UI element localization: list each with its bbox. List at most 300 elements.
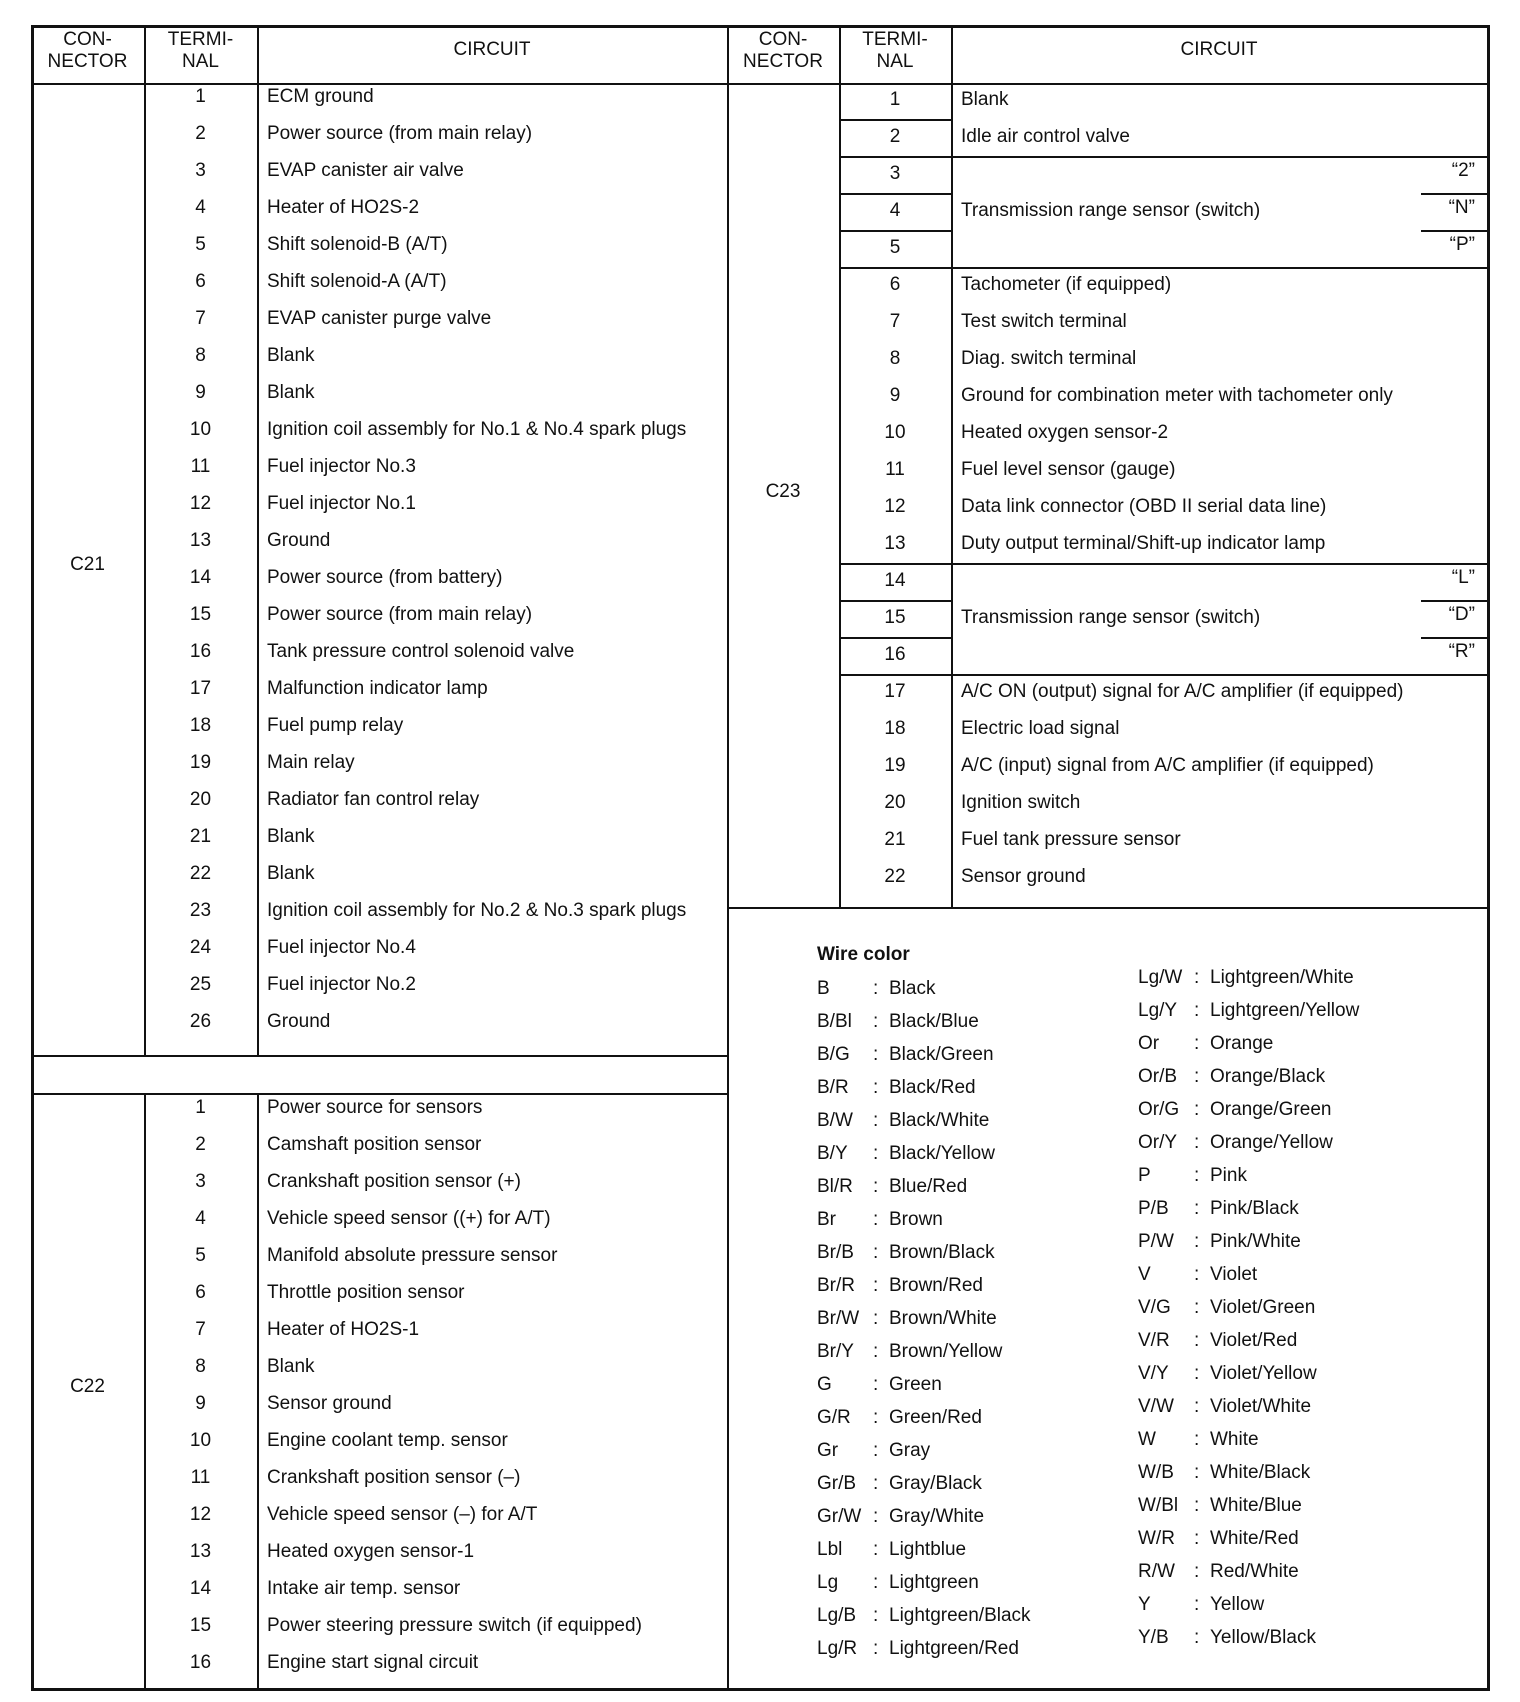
wire-color-entry	[817, 1275, 983, 1297]
circuit-description: Blank	[267, 1356, 315, 1377]
circuit-description: Ignition switch	[961, 792, 1081, 813]
circuit-description: Duty output terminal/Shift-up indicator lamp	[961, 533, 1326, 554]
circuit-description: Fuel level sensor (gauge)	[961, 459, 1176, 480]
terminal-number: 3	[889, 163, 901, 184]
separator: :	[1194, 1627, 1200, 1648]
wire-color-title: Wire color	[817, 944, 910, 965]
wire-color-name: Violet/Yellow	[1210, 1363, 1317, 1384]
circuit-description: Data link connector (OBD II serial data line)	[961, 496, 1327, 517]
terminal-number: 10	[189, 1430, 212, 1451]
separator: :	[873, 1044, 879, 1065]
rule	[1421, 230, 1489, 232]
wire-color-name: Gray/Black	[889, 1473, 982, 1494]
separator: :	[873, 1374, 879, 1395]
wire-code: V/G	[1138, 1297, 1171, 1318]
wire-color-name: Lightgreen/White	[1210, 967, 1354, 988]
wire-color-entry	[817, 1638, 1019, 1660]
terminal-number: 1	[195, 1097, 206, 1118]
circuit-description: Engine start signal circuit	[267, 1652, 479, 1673]
terminal-number: 6	[195, 271, 206, 292]
terminal-number: 4	[889, 200, 901, 221]
wire-code: Br/W	[817, 1308, 860, 1329]
wire-color-name: Lightgreen/Yellow	[1210, 1000, 1360, 1021]
wire-color-entry	[1138, 1462, 1310, 1484]
separator: :	[1194, 967, 1200, 988]
terminal-number: 20	[884, 792, 906, 813]
gear-position-label: “D”	[1448, 604, 1475, 625]
wire-color-entry	[1138, 1429, 1259, 1451]
terminal-number: 10	[884, 422, 906, 443]
wire-code: G/R	[817, 1407, 851, 1428]
rule	[839, 193, 951, 195]
circuit-header: CIRCUIT	[453, 39, 531, 60]
terminal-number: 13	[884, 533, 906, 554]
wire-color-name: Gray/White	[889, 1506, 985, 1527]
terminal-number: 8	[195, 1356, 206, 1377]
rule	[839, 267, 1489, 269]
circuit-description: Fuel tank pressure sensor	[961, 829, 1181, 850]
separator: :	[873, 1539, 879, 1560]
circuit-description: ECM ground	[267, 86, 374, 107]
wire-color-name: Green	[889, 1374, 942, 1395]
rule	[31, 1093, 727, 1095]
wire-color-entry	[817, 1407, 982, 1429]
terminal-number: 15	[189, 604, 212, 625]
wire-color-entry	[1138, 1066, 1325, 1088]
terminal-number: 14	[189, 567, 212, 588]
wire-color-name: Violet	[1210, 1264, 1258, 1285]
terminal-number: 19	[884, 755, 906, 776]
rule	[839, 674, 1489, 676]
wire-code: Gr/B	[817, 1473, 857, 1494]
circuit-description: Fuel injector No.4	[267, 937, 416, 958]
separator: :	[1194, 1330, 1200, 1351]
separator: :	[873, 1440, 879, 1461]
wire-color-entry	[817, 1209, 943, 1231]
terminal-header: TERMI- NAL	[862, 29, 928, 72]
circuit-description: A/C (input) signal from A/C amplifier (if equipped)	[961, 755, 1374, 776]
wire-color-name: White/Black	[1210, 1462, 1311, 1483]
terminal-number: 5	[195, 234, 206, 255]
wire-code: Or/Y	[1138, 1132, 1178, 1153]
rule	[31, 83, 1489, 85]
separator: :	[1194, 1198, 1200, 1219]
rule	[31, 1055, 727, 1057]
terminal-number: 5	[889, 237, 901, 258]
terminal-number: 24	[189, 937, 212, 958]
wire-color-entry	[1138, 1396, 1311, 1418]
terminal-number: 17	[884, 681, 906, 702]
wire-code: B	[817, 978, 830, 999]
wire-code: Lg	[817, 1572, 839, 1593]
wire-code: Lbl	[817, 1539, 843, 1560]
circuit-description: Transmission range sensor (switch)	[961, 200, 1261, 221]
wire-code: Br	[817, 1209, 836, 1230]
wire-code: Gr	[817, 1440, 839, 1461]
circuit-description: Blank	[267, 382, 315, 403]
separator: :	[873, 1242, 879, 1263]
wire-color-entry	[1138, 1165, 1247, 1187]
wire-code: Gr/W	[817, 1506, 862, 1527]
circuit-description: Power source (from main relay)	[267, 604, 533, 625]
circuit-description: Blank	[267, 345, 315, 366]
rule	[727, 25, 729, 1691]
wire-code: B/R	[817, 1077, 849, 1098]
circuit-description: Tank pressure control solenoid valve	[267, 641, 575, 662]
wire-color-entry	[817, 1539, 966, 1561]
circuit-description: Sensor ground	[961, 866, 1086, 887]
terminal-number: 8	[889, 348, 901, 369]
circuit-description: Malfunction indicator lamp	[267, 678, 488, 699]
circuit-description: Electric load signal	[961, 718, 1120, 739]
wire-code: B/Bl	[817, 1011, 852, 1032]
circuit-description: Sensor ground	[267, 1393, 392, 1414]
wire-color-name: Orange/Green	[1210, 1099, 1332, 1120]
separator: :	[873, 1308, 879, 1329]
circuit-description: Power source for sensors	[267, 1097, 483, 1118]
separator: :	[1194, 1231, 1200, 1252]
circuit-description: Ignition coil assembly for No.2 & No.3 spark plugs	[267, 900, 687, 921]
separator: :	[873, 1473, 879, 1494]
terminal-number: 22	[189, 863, 212, 884]
rule	[31, 1688, 1489, 1691]
wire-color-name: Brown	[889, 1209, 943, 1230]
wire-code: Br/Y	[817, 1341, 854, 1362]
wire-code: Lg/B	[817, 1605, 857, 1626]
terminal-number: 7	[195, 308, 206, 329]
terminal-number: 22	[884, 866, 906, 887]
wire-color-name: White	[1210, 1429, 1259, 1450]
wire-code: B/G	[817, 1044, 850, 1065]
terminal-number: 15	[884, 607, 906, 628]
terminal-number: 16	[189, 641, 212, 662]
wire-code: Or/G	[1138, 1099, 1180, 1120]
circuit-description: Main relay	[267, 752, 355, 773]
terminal-number: 7	[889, 311, 901, 332]
separator: :	[1194, 1000, 1200, 1021]
separator: :	[1194, 1594, 1200, 1615]
rule	[951, 83, 953, 907]
rule	[727, 907, 1489, 909]
wire-color-name: Orange/Yellow	[1210, 1132, 1333, 1153]
wire-color-name: Blue/Red	[889, 1176, 968, 1197]
rule	[1487, 25, 1490, 1691]
terminal-number: 15	[189, 1615, 212, 1636]
wire-color-entry	[1138, 1000, 1359, 1022]
wire-color-name: Black/Green	[889, 1044, 994, 1065]
wire-color-entry	[1138, 1330, 1297, 1352]
circuit-description: Engine coolant temp. sensor	[267, 1430, 508, 1451]
circuit-description: Crankshaft position sensor (+)	[267, 1171, 521, 1192]
separator: :	[1194, 1363, 1200, 1384]
wire-color-entry	[1138, 1033, 1273, 1055]
circuit-description: Blank	[267, 863, 315, 884]
circuit-description: Test switch terminal	[961, 311, 1127, 332]
wire-code: Or/B	[1138, 1066, 1178, 1087]
terminal-number: 23	[189, 900, 212, 921]
terminal-number: 14	[189, 1578, 212, 1599]
circuit-description: Fuel injector No.2	[267, 974, 416, 995]
separator: :	[1194, 1099, 1200, 1120]
circuit-description: Fuel pump relay	[267, 715, 404, 736]
terminal-number: 26	[189, 1011, 212, 1032]
circuit-description: Ground	[267, 530, 331, 551]
circuit-description: Blank	[267, 826, 315, 847]
circuit-description: Idle air control valve	[961, 126, 1130, 147]
separator: :	[1194, 1165, 1200, 1186]
circuit-header: CIRCUIT	[1180, 39, 1258, 60]
rule	[839, 563, 1489, 565]
separator: :	[873, 1077, 879, 1098]
wire-color-name: Violet/Red	[1210, 1330, 1298, 1351]
rule	[257, 25, 259, 83]
terminal-number: 16	[884, 644, 906, 665]
separator: :	[873, 1605, 879, 1626]
separator: :	[873, 978, 879, 999]
wire-color-entry	[1138, 1264, 1257, 1286]
wire-color-entry	[817, 1242, 995, 1264]
wire-code: Y	[1138, 1594, 1151, 1615]
wire-color-name: Brown/Black	[889, 1242, 995, 1263]
rule	[839, 156, 1489, 158]
wire-color-entry	[817, 1143, 995, 1165]
wire-color-entry	[1138, 1132, 1333, 1154]
circuit-description: Blank	[961, 89, 1009, 110]
terminal-header: TERMI- NAL	[167, 29, 234, 72]
wire-code: R/W	[1138, 1561, 1175, 1582]
circuit-description: Heater of HO2S-2	[267, 197, 420, 218]
wire-code: B/Y	[817, 1143, 848, 1164]
circuit-description: Diag. switch terminal	[961, 348, 1137, 369]
terminal-number: 16	[189, 1652, 212, 1673]
wire-color-name: Black/Red	[889, 1077, 976, 1098]
separator: :	[873, 1638, 879, 1659]
separator: :	[873, 1341, 879, 1362]
wire-color-name: Brown/Red	[889, 1275, 983, 1296]
separator: :	[1194, 1561, 1200, 1582]
wire-code: P/W	[1138, 1231, 1174, 1252]
wire-color-entry	[817, 1110, 989, 1132]
connector-header: CON- NECTOR	[47, 29, 128, 72]
terminal-number: 12	[189, 493, 212, 514]
rule	[839, 119, 953, 121]
circuit-description: Camshaft position sensor	[267, 1134, 482, 1155]
rule	[1421, 600, 1489, 602]
circuit-description: Power steering pressure switch (if equipped)	[267, 1615, 642, 1636]
separator: :	[873, 1209, 879, 1230]
wire-color-entry	[817, 1176, 967, 1198]
wire-color-name: Green/Red	[889, 1407, 982, 1428]
rule	[951, 25, 953, 83]
terminal-number: 6	[889, 274, 901, 295]
separator: :	[1194, 1132, 1200, 1153]
wire-color-entry	[1138, 1594, 1264, 1616]
wire-color-name: White/Red	[1210, 1528, 1299, 1549]
wire-color-entry	[817, 1506, 984, 1528]
circuit-description: Intake air temp. sensor	[267, 1578, 461, 1599]
terminal-number: 9	[889, 385, 901, 406]
terminal-number: 1	[889, 89, 901, 110]
wire-code: W	[1138, 1429, 1156, 1450]
separator: :	[873, 1572, 879, 1593]
terminal-number: 21	[189, 826, 212, 847]
wire-color-name: Brown/White	[889, 1308, 997, 1329]
circuit-description: Power source (from battery)	[267, 567, 503, 588]
wire-code: P	[1138, 1165, 1151, 1186]
circuit-description: Tachometer (if equipped)	[961, 274, 1172, 295]
wire-color-name: Red/White	[1210, 1561, 1299, 1582]
wire-color-entry	[1138, 1561, 1299, 1583]
circuit-description: Crankshaft position sensor (–)	[267, 1467, 521, 1488]
wire-color-name: Lightgreen/Red	[889, 1638, 1019, 1659]
wire-code: W/B	[1138, 1462, 1174, 1483]
circuit-description: Vehicle speed sensor (–) for A/T	[267, 1504, 538, 1525]
rule	[839, 230, 951, 232]
circuit-description: Ground	[267, 1011, 331, 1032]
wire-color-name: Gray	[889, 1440, 931, 1461]
circuit-description: Heater of HO2S-1	[267, 1319, 420, 1340]
wire-code: V/W	[1138, 1396, 1174, 1417]
wire-color-entry	[817, 1308, 997, 1330]
connector-label: C23	[765, 481, 801, 502]
wire-code: P/B	[1138, 1198, 1169, 1219]
circuit-description: Heated oxygen sensor-2	[961, 422, 1169, 443]
circuit-description: Fuel injector No.3	[267, 456, 416, 477]
wire-color-name: Black/Yellow	[889, 1143, 995, 1164]
separator: :	[873, 1506, 879, 1527]
terminal-number: 2	[195, 123, 206, 144]
gear-position-label: “R”	[1448, 641, 1475, 662]
wire-code: Y/B	[1138, 1627, 1169, 1648]
circuit-description: Shift solenoid-A (A/T)	[267, 271, 447, 292]
wire-color-entry	[817, 1077, 976, 1099]
wire-code: V	[1138, 1264, 1151, 1285]
rule	[257, 1093, 259, 1688]
wire-color-name: Brown/Yellow	[889, 1341, 1003, 1362]
wire-code: B/W	[817, 1110, 853, 1131]
terminal-number: 8	[195, 345, 206, 366]
wire-color-entry	[817, 1341, 1002, 1363]
terminal-number: 3	[195, 1171, 206, 1192]
circuit-description: Power source (from main relay)	[267, 123, 533, 144]
circuit-description: Ignition coil assembly for No.1 & No.4 spark plugs	[267, 419, 687, 440]
terminal-number: 7	[195, 1319, 206, 1340]
connector-label: C22	[70, 1376, 105, 1397]
terminal-number: 10	[189, 419, 212, 440]
circuit-description: Radiator fan control relay	[267, 789, 480, 810]
wire-color-entry	[1138, 1099, 1331, 1121]
rule	[257, 83, 259, 1055]
wire-color-name: Black	[889, 978, 936, 999]
terminal-number: 2	[195, 1134, 206, 1155]
separator: :	[1194, 1462, 1200, 1483]
wire-color-name: White/Blue	[1210, 1495, 1302, 1516]
terminal-number: 6	[195, 1282, 206, 1303]
wire-code: W/Bl	[1138, 1495, 1179, 1516]
gear-position-label: “N”	[1448, 197, 1475, 218]
wire-color-entry	[1138, 967, 1354, 989]
wire-code: Bl/R	[817, 1176, 853, 1197]
wire-color-entry	[1138, 1495, 1302, 1517]
wire-color-name: Violet/Green	[1210, 1297, 1316, 1318]
rule	[1421, 193, 1489, 195]
wire-color-name: Black/Blue	[889, 1011, 979, 1032]
wire-code: G	[817, 1374, 832, 1395]
terminal-number: 12	[884, 496, 906, 517]
wire-color-entry	[817, 1440, 930, 1462]
terminal-number: 9	[195, 382, 206, 403]
rule	[31, 25, 34, 1691]
connector-header: CON- NECTOR	[743, 29, 823, 72]
wire-color-entry	[817, 1374, 942, 1396]
gear-position-label: “2”	[1451, 160, 1475, 181]
wire-color-name: Lightblue	[889, 1539, 967, 1560]
terminal-number: 13	[189, 1541, 212, 1562]
separator: :	[1194, 1066, 1200, 1087]
wire-color-name: Lightgreen/Black	[889, 1605, 1031, 1626]
wire-color-name: Pink/Black	[1210, 1198, 1299, 1219]
circuit-description: Vehicle speed sensor ((+) for A/T)	[267, 1208, 551, 1229]
wire-code: Br/R	[817, 1275, 855, 1296]
terminal-number: 25	[189, 974, 212, 995]
separator: :	[1194, 1528, 1200, 1549]
wire-code: Lg/R	[817, 1638, 858, 1659]
terminal-number: 19	[189, 752, 212, 773]
circuit-description: Fuel injector No.1	[267, 493, 416, 514]
terminal-number: 20	[189, 789, 212, 810]
wire-color-name: Yellow/Black	[1210, 1627, 1316, 1648]
circuit-description: Throttle position sensor	[267, 1282, 465, 1303]
wire-code: Br/B	[817, 1242, 854, 1263]
wire-code: Or	[1138, 1033, 1160, 1054]
separator: :	[1194, 1033, 1200, 1054]
terminal-number: 11	[190, 456, 211, 477]
circuit-description: Ground for combination meter with tachometer only	[961, 385, 1393, 406]
terminal-number: 3	[195, 160, 206, 181]
terminal-number: 18	[189, 715, 212, 736]
wire-color-entry	[1138, 1198, 1299, 1220]
terminal-number: 2	[889, 126, 901, 147]
separator: :	[1194, 1396, 1200, 1417]
terminal-number: 4	[195, 1208, 206, 1229]
separator: :	[1194, 1429, 1200, 1450]
terminal-number: 11	[190, 1467, 211, 1488]
circuit-description: EVAP canister air valve	[267, 160, 464, 181]
gear-position-label: “P”	[1449, 234, 1475, 255]
wire-color-name: Orange	[1210, 1033, 1274, 1054]
rule	[839, 600, 951, 602]
circuit-description: Manifold absolute pressure sensor	[267, 1245, 558, 1266]
wire-color-entry	[817, 1572, 979, 1594]
terminal-number: 17	[189, 678, 212, 699]
wire-code: V/R	[1138, 1330, 1170, 1351]
circuit-description: Shift solenoid-B (A/T)	[267, 234, 448, 255]
rule	[839, 25, 841, 83]
wire-color-name: Black/White	[889, 1110, 990, 1131]
wire-color-name: Pink/White	[1210, 1231, 1301, 1252]
wire-color-entry	[817, 1044, 994, 1066]
wire-color-entry	[817, 1473, 982, 1495]
gear-position-label: “L”	[1451, 567, 1475, 588]
separator: :	[873, 1275, 879, 1296]
wire-color-name: Lightgreen	[889, 1572, 979, 1593]
terminal-number: 9	[195, 1393, 206, 1414]
wire-color-entry	[1138, 1627, 1316, 1649]
terminal-number: 18	[884, 718, 906, 739]
wire-color-entry	[817, 978, 935, 1000]
rule	[144, 25, 146, 83]
circuit-description: Transmission range sensor (switch)	[961, 607, 1261, 628]
